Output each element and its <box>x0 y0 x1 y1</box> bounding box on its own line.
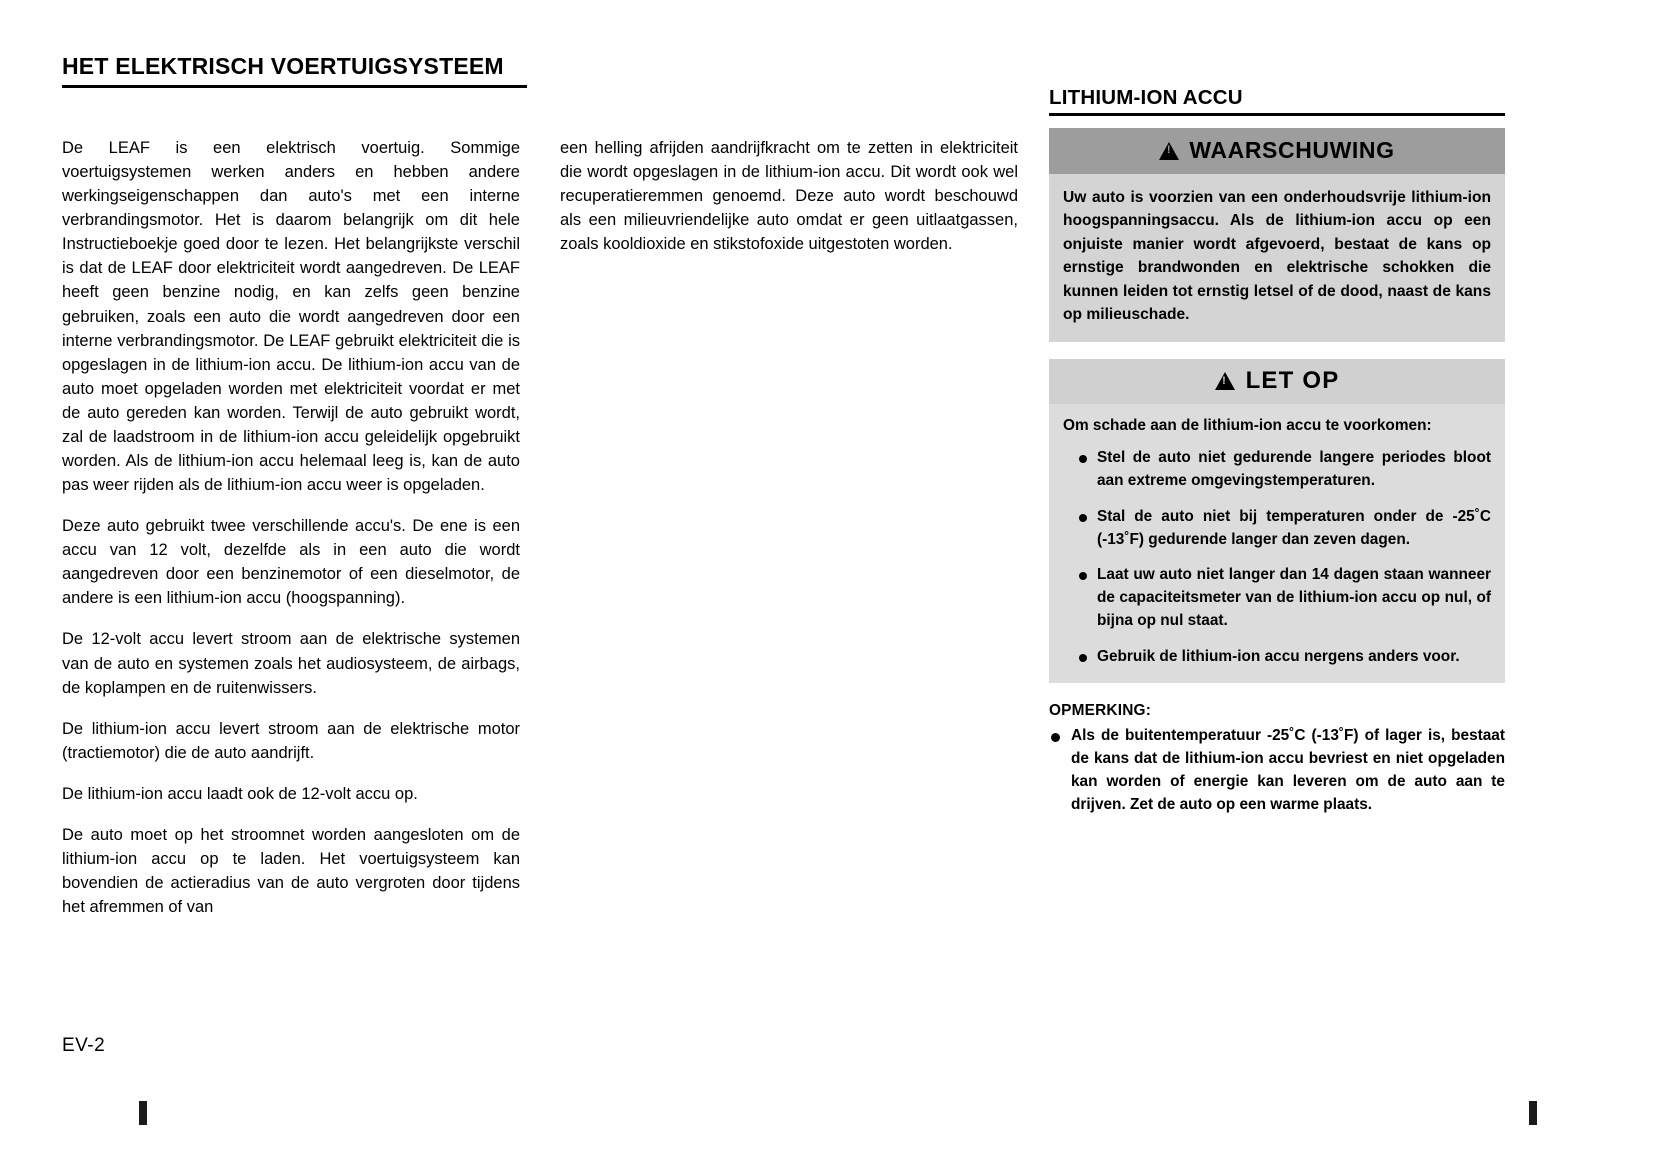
caution-box <box>1049 359 1505 682</box>
list-item: Gebruik de lithium-ion accu nergens anders voor. <box>1063 646 1491 669</box>
warning-heading-label: WAARSCHUWING <box>1189 137 1395 163</box>
caution-bullet-list <box>1063 447 1491 668</box>
warning-triangle-icon <box>1159 142 1179 160</box>
warning-header <box>1049 128 1505 174</box>
paragraph: Deze auto gebruikt twee verschillende accu's. De ene is een accu van 12 volt, dezelfde als in een auto die wordt aangedreven door een benzinemotor of een dieselmotor, de andere is een lithium-ion accu (hoogspanning). <box>62 517 520 608</box>
note-bullet-list <box>1049 725 1505 816</box>
body-column-1 <box>62 136 520 919</box>
paragraph: De lithium-ion accu levert stroom aan de elektrische motor (tractiemotor) die de auto aandrijft. <box>62 719 520 762</box>
paragraph: De LEAF is een elektrisch voertuig. Sommige voertuigsystemen werken anders en hebben andere werkingseigenschappen dan auto's met een interne verbrandingsmotor. Het is daarom belangrijk om dit hele Instructieboekje goed door te lezen. Het belangrijkste verschil is dat de LEAF door elektriciteit wordt aangedreven. De LEAF heeft geen benzine nodig, en kan zelfs geen benzine gebruiken, zoals een auto die wordt aangedreven door een interne verbrandingsmotor. De LEAF gebruikt elektriciteit die is opgeslagen in de lithium-ion accu. De lithium-ion accu van de auto moet opgeladen worden met elektriciteit voordat er met de auto gereden kan worden. Terwijl de auto gebruikt wordt, zal de laadstroom in de lithium-ion accu geleidelijk opgebruikt worden. Als de lithium-ion accu helemaal leeg is, kan de auto pas weer rijden als de lithium-ion accu weer is opgeladen. <box>62 139 520 495</box>
caution-triangle-icon <box>1215 372 1235 390</box>
list-item: Laat uw auto niet langer dan 14 dagen staan wanneer de capaciteitsmeter van de lithium-ion accu op nul, of bijna op nul staat. <box>1063 564 1491 632</box>
body-column-2 <box>560 136 1018 256</box>
paragraph: De auto moet op het stroomnet worden aangesloten om de lithium-ion accu op te laden. Het voertuigsysteem kan bovendien de actieradius van de auto vergroten door tijdens het afremmen of van <box>62 825 520 917</box>
list-item: Als de buitentemperatuur -25˚C (-13˚F) of lager is, bestaat de kans dat de lithium-ion accu bevriest en niet opgeladen kan worden of energie kan leveren om de auto aan te drijven. Zet de auto op een warme plaats. <box>1049 725 1505 816</box>
crop-mark-left <box>139 1101 147 1125</box>
note-block <box>1049 700 1505 817</box>
crop-mark-right <box>1529 1101 1537 1125</box>
right-content-region <box>1049 86 1505 817</box>
caution-heading-label: LET OP <box>1245 367 1340 395</box>
page-title: HET ELEKTRISCH VOERTUIGSYSTEEM <box>62 52 527 88</box>
caution-content <box>1049 404 1505 682</box>
page-number: EV-2 <box>62 1035 106 1056</box>
caution-header <box>1049 359 1505 404</box>
paragraph: De 12-volt accu levert stroom aan de elektrische systemen van de auto en systemen zoals het audiosysteem, de airbags, de koplampen en de ruitenwissers. <box>62 630 520 697</box>
list-item: Stal de auto niet bij temperaturen onder de -25˚C (-13˚F) gedurende langer dan zeven dagen. <box>1063 506 1491 552</box>
list-item: Stel de auto niet gedurende langere periodes bloot aan extreme omgevingstemperaturen. <box>1063 447 1491 493</box>
warning-box <box>1049 128 1505 342</box>
warning-text: Uw auto is voorzien van een onderhoudsvrije lithium-ion hoogspanningsaccu. Als de lithium-ion accu op een onjuiste manier wordt afgevoerd, bestaat de kans op ernstige brandwonden en elektrische schokken die kunnen leiden tot ernstig letsel of de dood, naast de kans op milieuschade. <box>1063 189 1491 323</box>
paragraph: De lithium-ion accu laadt ook de 12-volt accu op. <box>62 784 418 803</box>
paragraph: een helling afrijden aandrijfkracht om te zetten in elektriciteit die wordt opgeslagen in de lithium-ion accu. Dit wordt ook wel recuperatieremmen genoemd. Deze auto wordt beschouwd als een milieuvriendelijke auto omdat er geen uitlaatgassen, zoals kooldioxide en stikstofoxide uitgestoten worden. <box>560 139 1018 254</box>
left-content-region <box>62 52 1022 917</box>
section-heading-lithium-ion-accu: LITHIUM-ION ACCU <box>1049 86 1505 116</box>
note-label: OPMERKING: <box>1049 701 1152 719</box>
caution-intro: Om schade aan de lithium-ion accu te voorkomen: <box>1063 417 1432 435</box>
